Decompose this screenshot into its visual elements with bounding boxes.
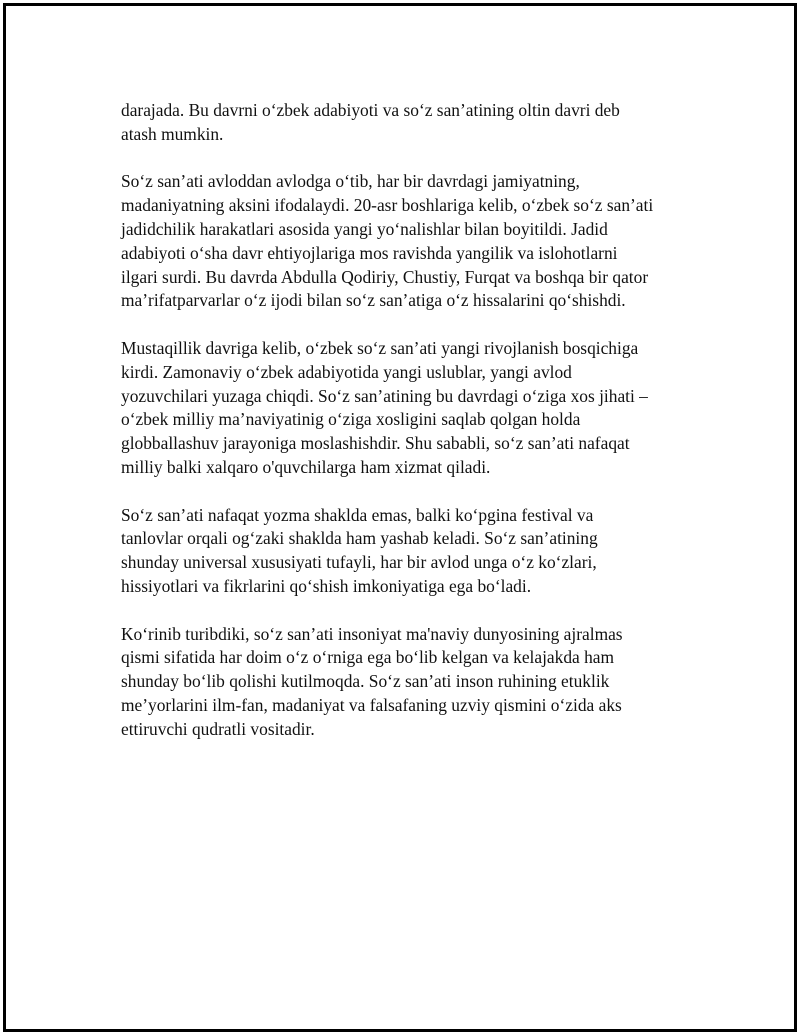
paragraph-1: darajada. Bu davrni oʻzbek adabiyoti va soʻz sanʼatining oltin davri deb atash mumkin. — [121, 100, 620, 144]
paragraph-2: Soʻz sanʼati avloddan avlodga oʻtib, har bir davrdagi jamiyatning, madaniyatning aksini ifodalaydi. 20-asr boshlariga kelib, oʻzbek soʻz sanʼati jadidchilik harakatlari asosida yangi yoʻnalishlar bilan boyitildi. Jadid adabiyoti oʻsha davr ehtiyojlariga mos ravishda yangilik va islohotlarni ilgari surdi. Bu davrda Abdulla Qodiriy, Chustiy, Furqat va boshqa bir qator maʼrifatparvarlar oʻz ijodi bilan soʻz sanʼatiga oʻz hissalarini qoʻshishdi. — [121, 171, 654, 311]
paragraph-4: Soʻz sanʼati nafaqat yozma shaklda emas, balki koʻpgina festival va tanlovlar orqali ogʻzaki shaklda ham yashab keladi. Soʻz sanʼatining shunday universal xususiyati tufayli, har bir avlod unga oʻz koʻzlari, hissiyotlari va fikrlarini qoʻshish imkoniyatiga ega boʻladi. — [121, 504, 598, 596]
paragraph-3: Mustaqillik davriga kelib, oʻzbek soʻz sanʼati yangi rivojlanish bosqichiga kirdi. Zamonaviy oʻzbek adabiyotida yangi uslublar, yangi avlod yozuvchilari yuzaga chiqdi. Soʻz sanʼatining bu davrdagi oʻziga xos jihati – oʻzbek milliy maʼnaviyatinig oʻziga xosligini saqlab qolgan holda globballashuv jarayoniga moslashishdir. Shu sababli, soʻz sanʼati nafaqat milliy balki xalqaro o'quvchilarga ham xizmat qiladi. — [121, 337, 648, 477]
document-body — [121, 99, 721, 765]
page-border — [3, 3, 797, 1032]
paragraph-5: Koʻrinib turibdiki, soʻz sanʼati insoniyat ma'naviy dunyosining ajralmas qismi sifatida har doim oʻz oʻrniga ega boʻlib kelgan va kelajakda ham shunday boʻlib qolishi kutilmoqda. Soʻz sanʼati inson ruhining etuklik meʼyorlarini ilm-fan, madaniyat va falsafaning uzviy qismini oʻzida aks ettiruvchi qudratli vositadir. — [121, 623, 623, 739]
